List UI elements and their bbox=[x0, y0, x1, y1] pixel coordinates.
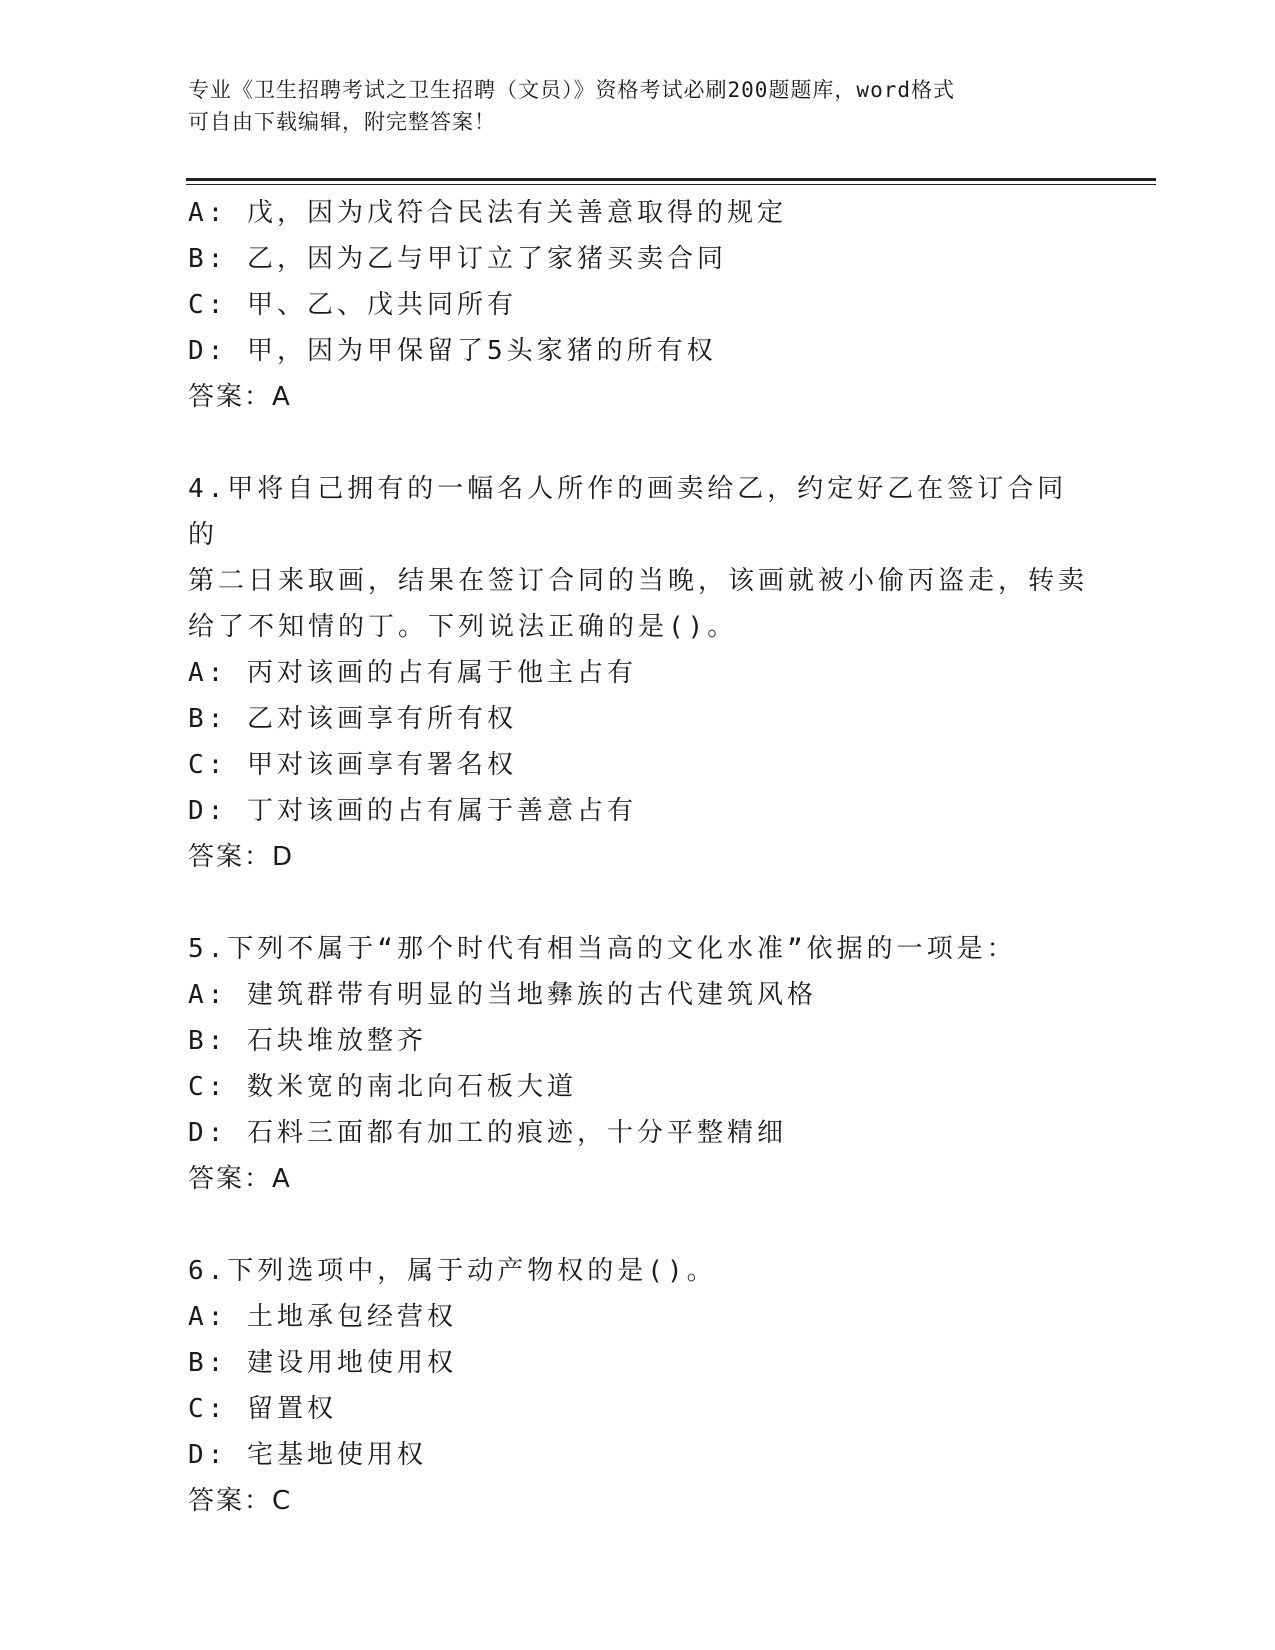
question-5-answer: 答案：A bbox=[188, 1164, 292, 1194]
question-3-option-b: B: 乙，因为乙与甲订立了家猪买卖合同 bbox=[188, 244, 727, 274]
header-title-line-2: 可自由下载编辑，附完整答案！ bbox=[188, 110, 496, 134]
spacer bbox=[188, 420, 1148, 466]
question-5-option-c: C: 数米宽的南北向石板大道 bbox=[188, 1072, 577, 1102]
question-4-option-a: A: 丙对该画的占有属于他主占有 bbox=[188, 658, 637, 688]
question-6-option-d: D: 宅基地使用权 bbox=[188, 1440, 427, 1470]
question-5-stem-line-1: 5.下列不属于“那个时代有相当高的文化水准”依据的一项是： bbox=[188, 934, 1017, 964]
question-6-option-c: C: 留置权 bbox=[188, 1394, 337, 1424]
question-6-stem-line-1: 6.下列选项中，属于动产物权的是()。 bbox=[188, 1256, 717, 1286]
question-6 bbox=[188, 1248, 1148, 1524]
question-5 bbox=[188, 926, 1148, 1202]
question-3-option-c: C: 甲、乙、戊共同所有 bbox=[188, 290, 517, 320]
question-4 bbox=[188, 466, 1148, 880]
question-4-option-d: D: 丁对该画的占有属于善意占有 bbox=[188, 796, 637, 826]
question-6-option-a: A: 土地承包经营权 bbox=[188, 1302, 457, 1332]
question-4-stem-line-1: 4.甲将自己拥有的一幅名人所作的画卖给乙，约定好乙在签订合同的 bbox=[188, 474, 1068, 550]
question-5-option-d: D: 石料三面都有加工的痕迹，十分平整精细 bbox=[188, 1118, 787, 1148]
question-3 bbox=[188, 190, 1148, 420]
question-3-answer: 答案：A bbox=[188, 382, 292, 412]
question-5-option-a: A: 建筑群带有明显的当地彝族的古代建筑风格 bbox=[188, 980, 817, 1010]
question-4-stem-line-2: 第二日来取画，结果在签订合同的当晚，该画就被小偷丙盗走，转卖 bbox=[188, 566, 1089, 596]
question-3-option-d: D: 甲，因为甲保留了5头家猪的所有权 bbox=[188, 336, 717, 366]
question-4-stem-line-3: 给了不知情的丁。下列说法正确的是()。 bbox=[188, 612, 738, 642]
question-6-answer: 答案：C bbox=[188, 1486, 293, 1516]
question-list bbox=[188, 190, 1148, 1524]
document-header bbox=[188, 74, 1088, 138]
question-4-option-c: C: 甲对该画享有署名权 bbox=[188, 750, 517, 780]
question-4-answer: 答案：D bbox=[188, 842, 295, 872]
question-3-option-a: A: 戊，因为戊符合民法有关善意取得的规定 bbox=[188, 198, 787, 228]
header-divider-thin bbox=[186, 184, 1156, 185]
header-title-line-1: 专业《卫生招聘考试之卫生招聘（文员）》资格考试必刷200题题库，word格式 bbox=[188, 78, 955, 102]
spacer bbox=[188, 880, 1148, 926]
question-4-option-b: B: 乙对该画享有所有权 bbox=[188, 704, 517, 734]
header-divider-thick bbox=[186, 178, 1156, 181]
spacer bbox=[188, 1202, 1148, 1248]
question-6-option-b: B: 建设用地使用权 bbox=[188, 1348, 457, 1378]
question-5-option-b: B: 石块堆放整齐 bbox=[188, 1026, 427, 1056]
